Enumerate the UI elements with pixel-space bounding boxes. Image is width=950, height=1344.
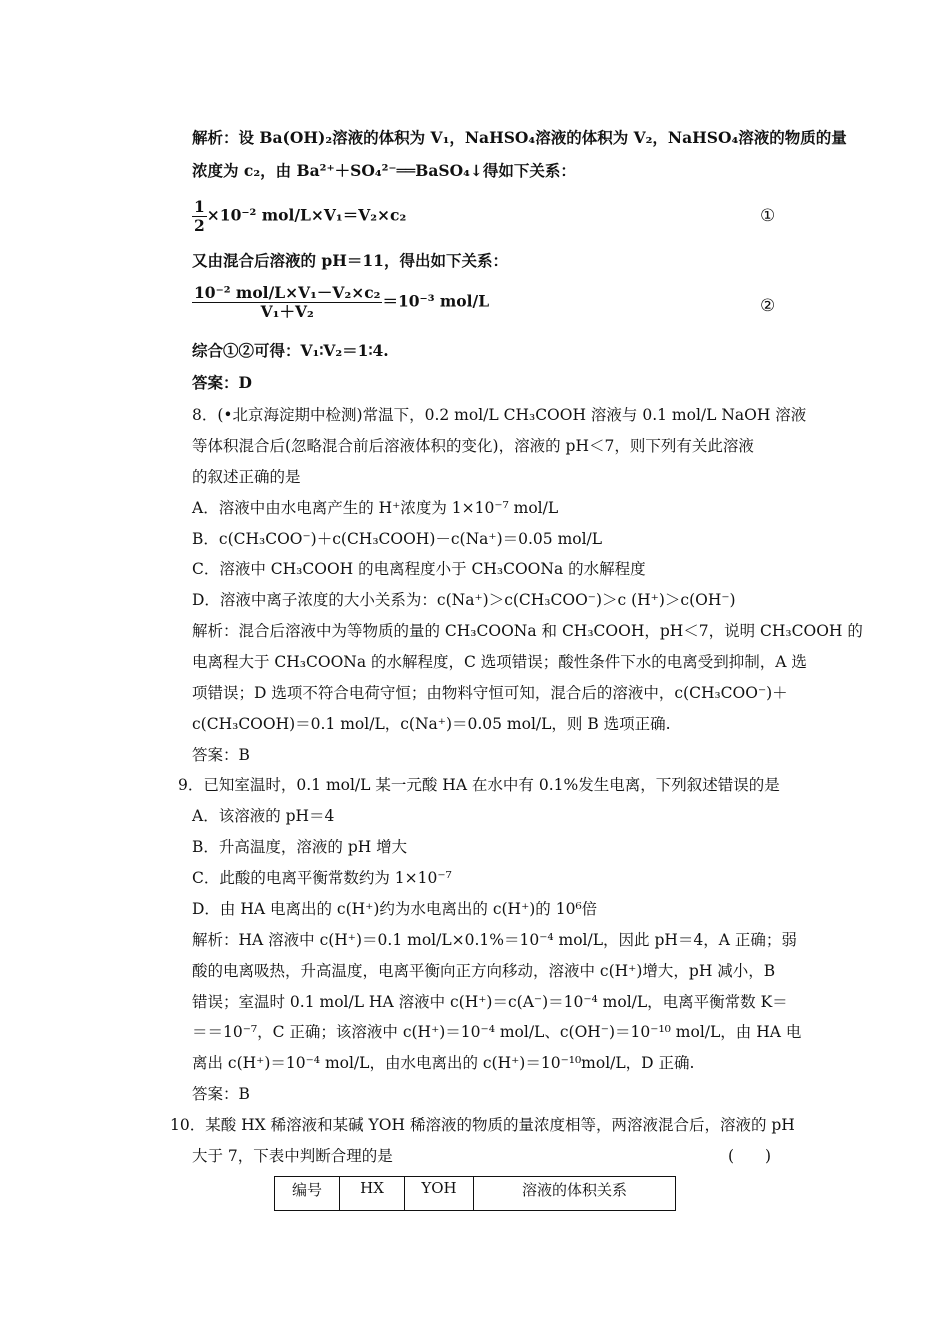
fraction-numerator: 1	[194, 197, 205, 216]
equation-1	[192, 198, 406, 235]
table-header-row	[275, 1177, 676, 1211]
question-9-option-a: A．该溶液的 pH＝4	[192, 807, 335, 825]
equation-2-rest: ＝10⁻³ mol/L	[382, 291, 490, 311]
question-9-option-c: C．此酸的电离平衡常数约为 1×10⁻⁷	[192, 869, 452, 887]
question-9-option-d: D．由 HA 电离出的 c(H⁺)约为水电离出的 c(H⁺)的 10⁶倍	[192, 900, 598, 918]
equation-1-rest: ×10⁻² mol/L×V₁＝V₂×c₂	[206, 205, 407, 225]
question-8-solution-3: 项错误；D 选项不符合电荷守恒；由物料守恒可知，混合后的溶液中，c(CH₃COO⁻)＋	[192, 684, 788, 702]
equation-1-fraction	[192, 198, 207, 235]
question-10-table	[274, 1176, 676, 1211]
question-8-line-2: 等体积混合后(忽略混合前后溶液体积的变化)，溶液的 pH＜7，则下列有关此溶液	[192, 437, 754, 455]
question-9-line-1: 9．已知室温时，0.1 mol/L 某一元酸 HA 在水中有 0.1%发生电离，下列叙述错误的是	[178, 776, 780, 794]
answer-7: 答案：D	[192, 373, 252, 392]
question-8-solution-4: c(CH₃COOH)＝0.1 mol/L，c(Na⁺)＝0.05 mol/L，则 B 选项正确.	[192, 715, 671, 733]
table-header-cell: 溶液的体积关系	[474, 1177, 676, 1211]
question-8-solution-1: 解析：混合后溶液中为等物质的量的 CH₃COONa 和 CH₃COOH，pH＜7，说明 CH₃COOH 的	[192, 622, 863, 640]
question-10-line-1: 10．某酸 HX 稀溶液和某碱 YOH 稀溶液的物质的量浓度相等，两溶液混合后，溶液的 pH	[170, 1116, 795, 1134]
table-header-cell: 编号	[275, 1177, 340, 1211]
question-9-solution-3: 错误；室温时 0.1 mol/L HA 溶液中 c(H⁺)＝c(A⁻)＝10⁻⁴ mol/L，电离平衡常数 K＝	[192, 993, 788, 1011]
table-header-cell: YOH	[405, 1177, 474, 1211]
equation-2	[192, 284, 489, 321]
solution-line-2: 浓度为 c₂，由 Ba²⁺＋SO₄²⁻══BaSO₄↓得如下关系：	[192, 161, 576, 180]
question-8-option-a: A．溶液中由水电离产生的 H⁺浓度为 1×10⁻⁷ mol/L	[192, 499, 559, 517]
equation-1-mark: ①	[760, 206, 776, 226]
table-header-cell: HX	[340, 1177, 405, 1211]
question-9-solution-5: 离出 c(H⁺)＝10⁻⁴ mol/L，由水电离出的 c(H⁺)＝10⁻¹⁰mol/L，D 正确.	[192, 1054, 695, 1072]
question-8-solution-2: 电离程大于 CH₃COONa 的水解程度，C 选项错误；酸性条件下水的电离受到抑制，A 选	[192, 653, 807, 671]
solution-line-3: 又由混合后溶液的 pH＝11，得出如下关系：	[192, 251, 508, 270]
question-9-solution-1: 解析：HA 溶液中 c(H⁺)＝0.1 mol/L×0.1%＝10⁻⁴ mol/L，因此 pH＝4，A 正确；弱	[192, 931, 797, 949]
question-8-line-1: 8．(•北京海淀期中检测)常温下，0.2 mol/L CH₃COOH 溶液与 0.1 mol/L NaOH 溶液	[192, 406, 807, 424]
question-8-option-b: B．c(CH₃COO⁻)＋c(CH₃COOH)－c(Na⁺)＝0.05 mol/L	[192, 530, 603, 548]
answer-8: 答案：B	[192, 746, 250, 764]
fraction-denominator: V₁＋V₂	[260, 302, 314, 321]
question-10-line-2: 大于 7，下表中判断合理的是	[192, 1147, 393, 1165]
solution-line-1: 解析：设 Ba(OH)₂溶液的体积为 V₁，NaHSO₄溶液的体积为 V₂，NaHSO₄溶液的物质的量	[192, 128, 847, 147]
answer-9: 答案：B	[192, 1085, 250, 1103]
equation-2-fraction	[192, 284, 382, 321]
question-9-option-b: B．升高温度，溶液的 pH 增大	[192, 838, 408, 856]
fraction-denominator: 2	[194, 216, 205, 235]
question-8-option-c: C．溶液中 CH₃COOH 的电离程度小于 CH₃COONa 的水解程度	[192, 560, 646, 578]
fraction-numerator: 10⁻² mol/L×V₁－V₂×c₂	[194, 283, 381, 302]
answer-blank: ( )	[728, 1147, 772, 1165]
solution-line-4: 综合①②可得：V₁∶V₂＝1∶4.	[192, 341, 389, 360]
equation-2-mark: ②	[760, 296, 776, 316]
question-8-line-3: 的叙述正确的是	[192, 468, 301, 486]
question-8-option-d: D．溶液中离子浓度的大小关系为：c(Na⁺)＞c(CH₃COO⁻)＞c (H⁺)＞c(OH⁻)	[192, 591, 736, 609]
question-9-solution-2: 酸的电离吸热，升高温度，电离平衡向正方向移动，溶液中 c(H⁺)增大，pH 减小，B	[192, 962, 776, 980]
question-9-solution-4: ＝＝10⁻⁷，C 正确；该溶液中 c(H⁺)＝10⁻⁴ mol/L、c(OH⁻)＝10⁻¹⁰ mol/L，由 HA 电	[192, 1023, 802, 1041]
